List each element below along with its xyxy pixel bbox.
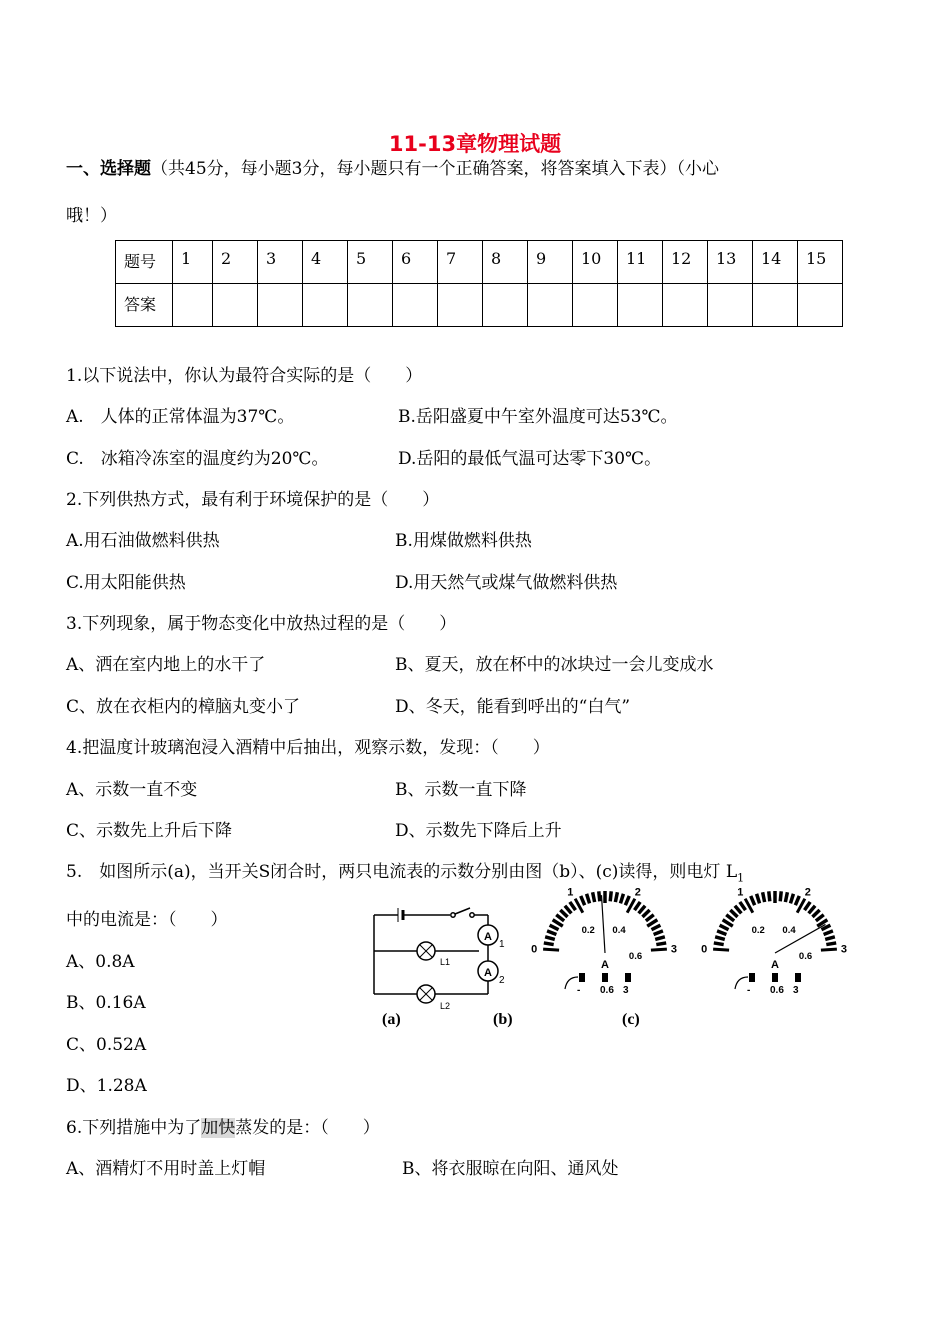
dial-tick	[543, 949, 559, 950]
dial-tick	[651, 949, 667, 950]
section-heading: 一、选择题	[66, 159, 151, 179]
dial-tick	[763, 892, 765, 902]
question-3-stem: 3.下列现象，属于物态变化中放热过程的是（ ）	[66, 614, 457, 634]
terminal-post	[795, 973, 801, 982]
dial-tick	[544, 943, 554, 945]
dial-tick	[825, 937, 835, 940]
question-5-stem-cont: 中的电流是：（ ）	[66, 910, 228, 930]
table-number-cell: 9	[528, 241, 573, 284]
dial-outer-label: 1	[737, 886, 744, 899]
question-2-stem: 2.下列供热方式，最有利于环境保护的是（ ）	[66, 490, 440, 510]
question-1-option-b: B.岳阳盛夏中午室外温度可达53℃。	[398, 407, 678, 427]
dial-tick	[565, 906, 571, 914]
table-number-cell: 1	[173, 241, 213, 284]
dial-unit: A	[601, 959, 609, 971]
dial-tick	[639, 906, 645, 914]
dial-tick	[730, 910, 737, 917]
dial-unit: A	[771, 959, 779, 971]
ammeter-dial-b	[531, 887, 677, 996]
dial-needle	[602, 895, 605, 953]
question-4-option-d: D、示数先下降后上升	[395, 821, 562, 841]
circuit-diagram	[374, 908, 498, 1003]
dial-tick	[581, 896, 585, 905]
terminal-post	[749, 973, 755, 982]
question-4-option-c: C、示数先上升后下降	[66, 821, 233, 841]
dial-tick	[720, 925, 729, 929]
answer-cell[interactable]	[573, 284, 618, 327]
question-5-option-c: C、0.52A	[66, 1035, 147, 1055]
ammeter-1-symbol: A	[484, 931, 492, 943]
ammeter-2-number: 2	[499, 975, 505, 986]
dial-outer-label: 3	[670, 943, 677, 956]
circuit-figure	[360, 886, 880, 1035]
dial-tick	[634, 902, 640, 910]
terminal-post	[602, 973, 608, 982]
dial-tick	[824, 931, 833, 935]
question-5-option-a: A、0.8A	[66, 952, 135, 972]
dial-tick	[560, 910, 567, 917]
question-4-option-a: A、示数一直不变	[66, 780, 198, 800]
table-header-cell: 答案	[116, 284, 173, 327]
terminal-post	[625, 973, 631, 982]
table-number-cell: 8	[483, 241, 528, 284]
question-5-stem	[66, 861, 744, 889]
dial-tick	[717, 931, 726, 935]
table-number-cell: 11	[618, 241, 663, 284]
dial-tick	[790, 894, 793, 904]
answer-cell[interactable]	[708, 284, 753, 327]
question-6-highlight: 加快	[201, 1118, 236, 1138]
lamp-2-label: L2	[440, 1001, 451, 1011]
table-number-cell: 15	[798, 241, 843, 284]
table-number-cell: 10	[573, 241, 618, 284]
answer-cell[interactable]	[348, 284, 393, 327]
dial-tick	[816, 915, 824, 921]
dial-tick	[646, 915, 654, 921]
answer-cell[interactable]	[258, 284, 303, 327]
dial-tick	[620, 894, 623, 904]
question-1-option-c: C. 冰箱冷冻室的温度约为20℃。	[66, 449, 329, 469]
dial-tick	[726, 915, 734, 921]
dial-tick	[556, 915, 564, 921]
dial-tick	[593, 892, 595, 902]
dial-tick	[570, 902, 576, 910]
question-1-option-a: A. 人体的正常体温为37℃。	[66, 407, 295, 427]
terminal-post	[772, 973, 778, 982]
dial-inner-label: 0.6	[798, 950, 813, 962]
ammeter-2-symbol: A	[484, 967, 492, 979]
terminal-post	[579, 973, 585, 982]
question-6-option-b: B、将衣服晾在向阳、通风处	[402, 1159, 619, 1179]
dial-inner-label: 0.2	[751, 924, 765, 936]
dial-outer-label: 3	[840, 943, 847, 956]
dial-inner-label: 0.4	[782, 924, 796, 936]
dial-outer-label: 1	[567, 886, 574, 899]
dial-tick	[795, 896, 799, 905]
dial-outer-label: 2	[804, 886, 811, 899]
lamp-1-label: L1	[440, 957, 451, 967]
dial-tick	[625, 896, 629, 905]
dial-tick	[547, 931, 556, 935]
dial-tick	[769, 891, 770, 901]
dial-tick	[713, 949, 729, 950]
section-heading-line	[66, 158, 719, 180]
question-6-option-a: A、酒精灯不用时盖上灯帽	[66, 1159, 266, 1179]
question-3-option-a: A、洒在室内地上的水干了	[66, 655, 266, 675]
question-5-option-d: D、1.28A	[66, 1076, 147, 1096]
terminal-label: 3	[623, 985, 629, 996]
terminal-label: 3	[793, 985, 799, 996]
answer-cell[interactable]	[303, 284, 348, 327]
figure-label-b: (b)	[493, 1011, 513, 1028]
dial-tick	[780, 891, 781, 901]
dial-tick	[655, 937, 665, 940]
dial-tick	[642, 910, 649, 917]
answer-cell[interactable]	[798, 284, 843, 327]
dial-tick	[804, 902, 810, 910]
question-3-option-c: C、放在衣柜内的樟脑丸变小了	[66, 697, 301, 717]
dial-tick	[826, 943, 836, 945]
table-number-cell: 7	[438, 241, 483, 284]
dial-tick	[587, 894, 590, 904]
section-description: （共45分，每小题3分，每小题只有一个正确答案，将答案填入下表）（小心	[151, 159, 719, 179]
dial-tick	[821, 949, 837, 950]
question-4-option-b: B、示数一直下降	[395, 780, 527, 800]
question-5-option-b: B、0.16A	[66, 993, 146, 1013]
figure-label-a: (a)	[382, 1011, 401, 1028]
dial-outer-label: 2	[634, 886, 641, 899]
answer-cell[interactable]	[173, 284, 213, 327]
table-number-cell: 3	[258, 241, 303, 284]
terminal-label: -	[747, 985, 751, 996]
question-2-option-c: C.用太阳能供热	[66, 573, 186, 593]
dial-inner-label: 0.4	[612, 924, 626, 936]
dial-tick	[656, 943, 666, 945]
terminal-label: 0.6	[770, 985, 784, 996]
section-description-cont: 哦！）	[66, 206, 117, 226]
answer-cell[interactable]	[663, 284, 708, 327]
table-number-cell: 14	[753, 241, 798, 284]
question-3-option-d: D、冬天，能看到呼出的“白气”	[395, 697, 631, 717]
figure-label-c: (c)	[622, 1011, 640, 1028]
table-number-cell: 5	[348, 241, 393, 284]
table-header-cell: 题号	[116, 241, 173, 284]
question-5-subscript: 1	[737, 871, 745, 885]
dial-tick	[757, 894, 760, 904]
question-2-option-a: A.用石油做燃料供热	[66, 531, 220, 551]
dial-tick	[545, 937, 555, 940]
question-1-option-d: D.岳阳的最低气温可达零下30℃。	[398, 449, 662, 469]
table-number-cell: 12	[663, 241, 708, 284]
answer-cell[interactable]	[753, 284, 798, 327]
terminal-label: 0.6	[600, 985, 614, 996]
answer-table-header-row	[116, 241, 843, 284]
question-6-stem-pre: 6.下列措施中为了	[66, 1118, 202, 1138]
page-title: 11-13章物理试题	[388, 132, 562, 156]
question-5-stem-text: 5. 如图所示(a)，当开关S闭合时，两只电流表的示数分别由图（b）、(c)读得，则电灯 L	[66, 862, 738, 882]
answer-table	[115, 240, 843, 327]
table-number-cell: 13	[708, 241, 753, 284]
dial-tick	[735, 906, 741, 914]
question-6-stem-post: 蒸发的是：（ ）	[235, 1118, 380, 1138]
table-number-cell: 2	[213, 241, 258, 284]
answer-cell[interactable]	[393, 284, 438, 327]
answer-cell[interactable]	[483, 284, 528, 327]
table-number-cell: 6	[393, 241, 438, 284]
dial-tick	[714, 943, 724, 945]
dial-tick	[740, 902, 746, 910]
dial-outer-label: 0	[531, 943, 538, 956]
dial-tick	[715, 937, 725, 940]
question-4-stem: 4.把温度计玻璃泡浸入酒精中后抽出，观察示数，发现：（ ）	[66, 738, 550, 758]
table-number-cell: 4	[303, 241, 348, 284]
dial-tick	[809, 906, 815, 914]
dial-inner-label: 0.2	[581, 924, 595, 936]
dial-outer-label: 0	[701, 943, 708, 956]
question-6-stem	[66, 1117, 380, 1139]
ammeter-1-number: 1	[499, 939, 505, 950]
answer-cell[interactable]	[528, 284, 573, 327]
dial-tick	[812, 910, 819, 917]
dial-inner-label: 0.6	[628, 950, 643, 962]
dial-tick	[785, 892, 787, 902]
answer-table-answer-row	[116, 284, 843, 327]
answer-cell[interactable]	[438, 284, 483, 327]
dial-tick	[751, 896, 755, 905]
dial-tick	[610, 891, 611, 901]
terminal-label: -	[577, 985, 581, 996]
question-2-option-b: B.用煤做燃料供热	[395, 531, 532, 551]
answer-cell[interactable]	[213, 284, 258, 327]
question-1-stem: 1.以下说法中，你认为最符合实际的是（ ）	[66, 366, 423, 386]
answer-cell[interactable]	[618, 284, 663, 327]
question-2-option-d: D.用天然气或煤气做燃料供热	[395, 573, 618, 593]
question-3-option-b: B、夏天，放在杯中的冰块过一会儿变成水	[395, 655, 714, 675]
dial-tick	[550, 925, 559, 929]
dial-tick	[651, 925, 660, 929]
dial-tick	[654, 931, 663, 935]
ammeter-dial-c	[701, 887, 847, 996]
dial-tick	[615, 892, 617, 902]
dial-tick	[599, 891, 600, 901]
